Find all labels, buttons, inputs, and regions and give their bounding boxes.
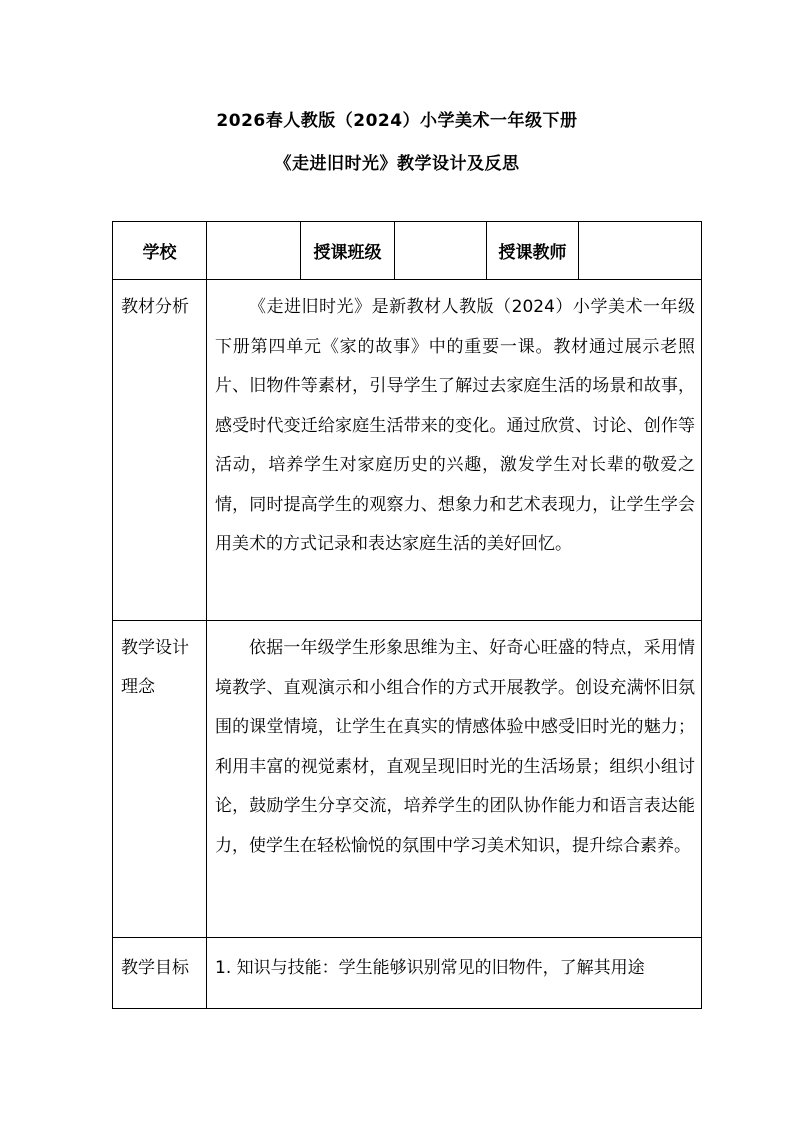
table-row [113,280,702,621]
row-label-material-analysis: 教材分析 [113,280,207,621]
row-label-design-concept: 教学设计理念 [113,621,207,938]
row-content-design-concept: 依据一年级学生形象思维为主、好奇心旺盛的特点，采用情境教学、直观演示和小组合作的方式开展教学。创设充满怀旧氛围的课堂情境，让学生在真实的情感体验中感受旧时光的魅力；利用丰富的视觉素材，直观呈现旧时光的生活场景；组织小组讨论，鼓励学生分享交流，培养学生的团队协作能力和语言表达能力，使学生在轻松愉悦的氛围中学习美术知识，提升综合素养。 [207,621,702,938]
teacher-label-cell: 授课教师 [487,222,579,280]
class-label-cell: 授课班级 [301,222,395,280]
lesson-plan-table [112,221,702,1009]
document-title: 2026春人教版（2024）小学美术一年级下册 [216,111,578,131]
class-value-cell [395,222,487,280]
school-value-cell [207,222,301,280]
document-subtitle: 《走进旧时光》教学设计及反思 [274,154,520,174]
school-label-cell: 学校 [113,222,207,280]
teacher-value-cell [579,222,702,280]
table-row [113,938,702,1009]
row-content-material-analysis: 《走进旧时光》是新教材人教版（2024）小学美术一年级下册第四单元《家的故事》中的重要一课。教材通过展示老照片、旧物件等素材，引导学生了解过去家庭生活的场景和故事，感受时代变迁给家庭生活带来的变化。通过欣赏、讨论、创作等活动，培养学生对家庭历史的兴趣，激发学生对长辈的敬爱之情，同时提高学生的观察力、想象力和艺术表现力，让学生学会用美术的方式记录和表达家庭生活的美好回忆。 [207,280,702,621]
table-row [113,621,702,938]
row-label-teaching-goals: 教学目标 [113,938,207,1009]
row-content-teaching-goals: 1. 知识与技能：学生能够识别常见的旧物件，了解其用途 [207,938,702,1009]
header-row [113,222,702,280]
